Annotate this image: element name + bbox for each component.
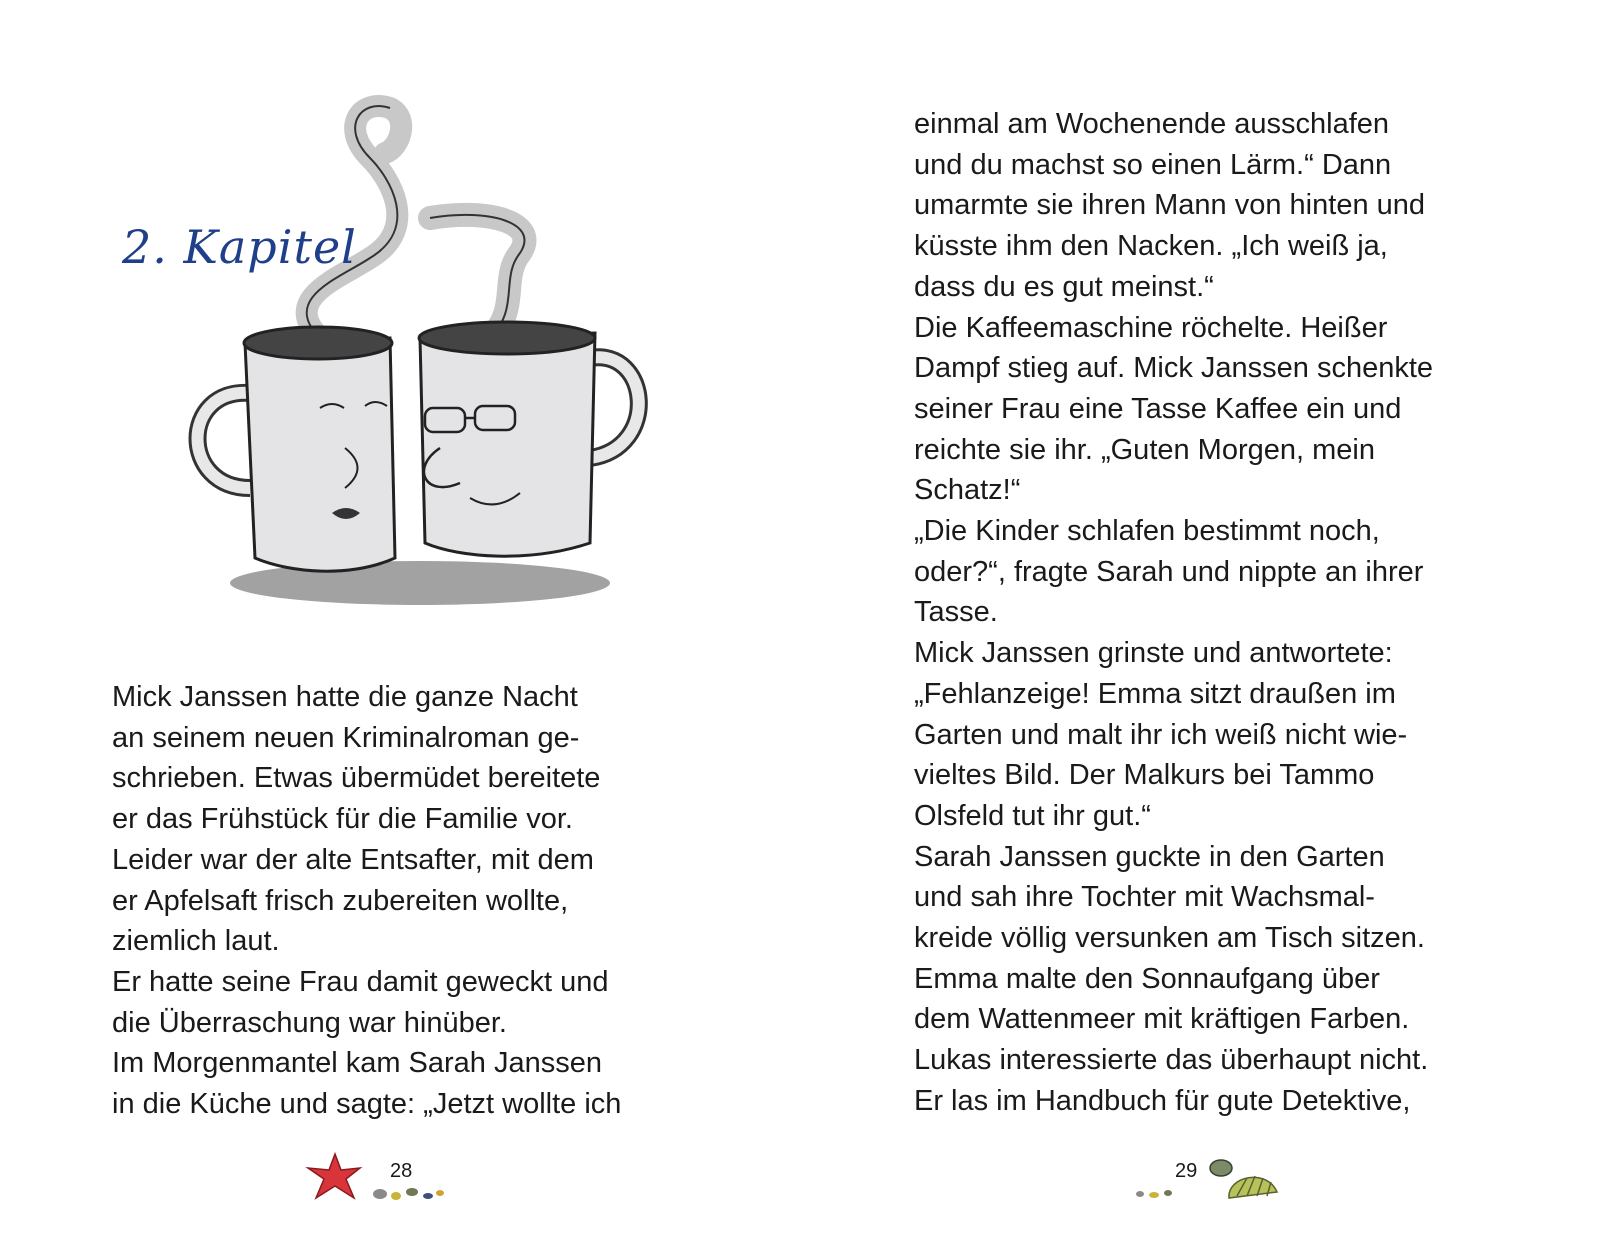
- text-line: Er hatte seine Frau damit geweckt und: [112, 965, 609, 998]
- text-line: Tasse.: [914, 596, 998, 629]
- pebbles-icon: [1130, 1176, 1180, 1206]
- text-line: Dampf stieg auf. Mick Janssen schenkte: [914, 352, 1434, 385]
- text-line: Leider war der alte Entsafter, mit dem: [112, 843, 594, 876]
- body-text-left: [112, 677, 621, 1125]
- text-line: seiner Frau eine Tasse Kaffee ein und: [914, 392, 1402, 425]
- text-line: kreide völlig versunken am Tisch sitzen.: [914, 922, 1425, 955]
- page-number-left: 28: [390, 1160, 413, 1182]
- text-line: Die Kaffeemaschine röchelte. Heißer: [914, 311, 1388, 344]
- starfish-icon: [300, 1152, 370, 1202]
- text-line: er Apfelsaft frisch zubereiten wollte,: [112, 884, 569, 917]
- text-line: „Die Kinder schlafen bestimmt noch,: [914, 515, 1380, 548]
- text-line: dass du es gut meinst.“: [914, 270, 1214, 303]
- text-line: schrieben. Etwas übermüdet bereitete: [112, 762, 601, 795]
- page-number-right: 29: [1175, 1160, 1198, 1182]
- text-line: Im Morgenmantel kam Sarah Janssen: [112, 1047, 602, 1080]
- text-line: Sarah Janssen guckte in den Garten: [914, 840, 1385, 873]
- text-line: Lukas interessierte das überhaupt nicht.: [914, 1044, 1429, 1077]
- text-line: reichte sie ihr. „Guten Morgen, mein: [914, 433, 1375, 466]
- text-line: Olsfeld tut ihr gut.“: [914, 799, 1151, 832]
- text-line: Schatz!“: [914, 474, 1021, 507]
- text-line: Emma malte den Sonnaufgang über: [914, 962, 1380, 995]
- text-line: er das Frühstück für die Familie vor.: [112, 803, 573, 836]
- seashell-icon: [1207, 1156, 1287, 1206]
- text-line: an seinem neuen Kriminalroman ge-: [112, 721, 580, 754]
- text-line: oder?“, fragte Sarah und nippte an ihrer: [914, 555, 1424, 588]
- right-page: [800, 0, 1600, 1249]
- text-line: ziemlich laut.: [112, 925, 280, 958]
- pebbles-icon: [370, 1176, 450, 1206]
- body-text-right: [914, 104, 1433, 1122]
- text-line: und du machst so einen Lärm.“ Dann: [914, 148, 1392, 181]
- text-line: die Überraschung war hinüber.: [112, 1006, 507, 1039]
- text-line: umarmte sie ihren Mann von hinten und: [914, 189, 1426, 222]
- text-line: und sah ihre Tochter mit Wachsmal-: [914, 881, 1375, 914]
- text-line: Mick Janssen hatte die ganze Nacht: [112, 681, 578, 713]
- text-line: dem Wattenmeer mit kräftigen Farben.: [914, 1003, 1410, 1036]
- text-line: in die Küche und sagte: „Jetzt wollte ich: [112, 1088, 622, 1121]
- text-line: Er las im Handbuch für gute Detektive,: [914, 1084, 1411, 1117]
- chapter-title: 2. Kapitel: [122, 220, 357, 274]
- page-footer-right: [1155, 1160, 1295, 1220]
- text-line: einmal am Wochenende ausschlafen: [914, 108, 1390, 140]
- text-line: Mick Janssen grinste und antwortete:: [914, 637, 1393, 670]
- coffee-mugs-illustration: [170, 88, 670, 628]
- text-line: Garten und malt ihr ich weiß nicht wie-: [914, 718, 1408, 751]
- text-line: „Fehlanzeige! Emma sitzt draußen im: [914, 677, 1396, 710]
- text-line: vieltes Bild. Der Malkurs bei Tammo: [914, 759, 1375, 792]
- text-line: küsste ihm den Nacken. „Ich weiß ja,: [914, 230, 1388, 263]
- page-footer-left: [300, 1160, 470, 1220]
